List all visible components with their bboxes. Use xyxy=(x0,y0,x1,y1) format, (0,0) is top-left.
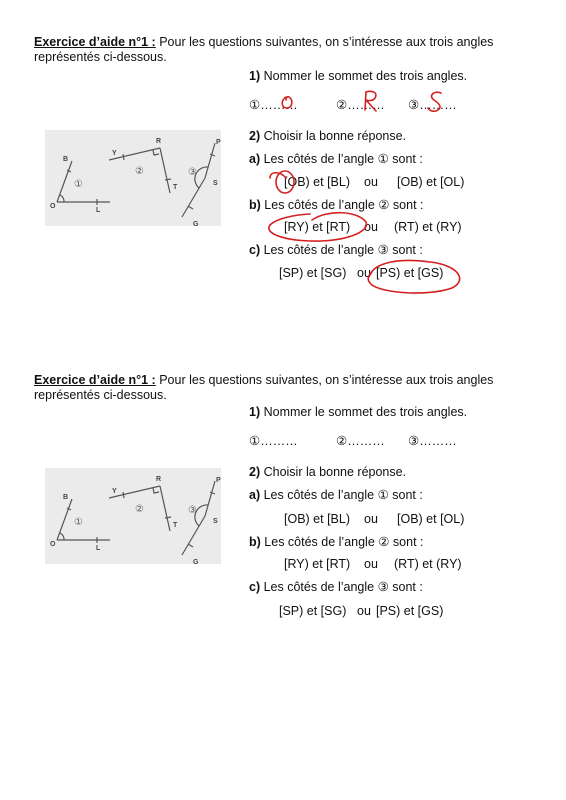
question-2b xyxy=(249,198,424,213)
exercise-title-label: Exercice d’aide n°1 : xyxy=(34,35,156,49)
answer-blank-3[interactable]: ③……… xyxy=(408,434,457,448)
answer-blank-2[interactable]: ②……… xyxy=(336,98,385,112)
ray-SG xyxy=(182,178,205,217)
question-2-text: Choisir la bonne réponse. xyxy=(260,129,407,143)
question-2c-text: Les côtés de l’angle ③ sont : xyxy=(260,580,423,594)
question-2a xyxy=(249,488,423,503)
choice-2a-or: ou xyxy=(364,175,378,189)
ray-SP xyxy=(205,481,215,516)
question-2c-letter: c) xyxy=(249,580,261,594)
question-2a xyxy=(249,152,423,167)
label-B: B xyxy=(63,156,69,163)
choice-2a-or: ou xyxy=(364,512,378,526)
label-Y: Y xyxy=(112,150,117,157)
angle-3-marker: ③ xyxy=(188,167,197,178)
question-1-text: Nommer le sommet des trois angles. xyxy=(260,405,468,419)
choice-2b-option-1[interactable]: [RY) et [RT) xyxy=(284,220,351,234)
question-2b xyxy=(249,535,424,550)
choice-2b-option-1[interactable]: [RY) et [RT) xyxy=(284,557,351,571)
angle-1-arc xyxy=(60,533,64,540)
question-2-number: 2) xyxy=(249,465,261,479)
right-angle-mark xyxy=(153,488,159,493)
label-G: G xyxy=(193,559,199,564)
answer-blank-2[interactable]: ②……… xyxy=(336,434,385,448)
question-2a-text: Les côtés de l’angle ① sont : xyxy=(260,152,423,166)
exercise-title-line2: représentés ci-dessous. xyxy=(34,388,167,402)
question-2a-letter: a) xyxy=(249,488,261,502)
choice-2b-option-2[interactable]: (RT) et (RY) xyxy=(394,557,462,571)
question-1 xyxy=(249,405,467,420)
label-B: B xyxy=(63,494,69,501)
question-1-number: 1) xyxy=(249,405,261,419)
angles-diagram xyxy=(45,130,221,226)
angles-figure xyxy=(45,468,221,564)
exercise-title xyxy=(34,35,493,50)
ray-OB xyxy=(57,161,72,202)
choice-2b-or: ou xyxy=(364,220,378,234)
label-S: S xyxy=(213,518,218,525)
answer-blank-1[interactable]: ①……… xyxy=(249,98,298,112)
question-2a-text: Les côtés de l’angle ① sont : xyxy=(260,488,423,502)
ray-SG xyxy=(182,516,205,555)
ray-RT xyxy=(160,486,170,531)
question-2 xyxy=(249,129,406,144)
exercise-title-text: Pour les questions suivantes, on s’intéresse aux trois angles xyxy=(155,373,494,387)
question-2b-text: Les côtés de l’angle ② sont : xyxy=(260,535,424,549)
label-O: O xyxy=(50,203,56,210)
exercise-title xyxy=(34,373,493,388)
question-2b-letter: b) xyxy=(249,198,261,212)
choice-2c-option-1[interactable]: [SP) et [SG) xyxy=(279,266,347,280)
question-2b-text: Les côtés de l’angle ② sont : xyxy=(260,198,424,212)
choice-2a-option-1[interactable]: [OB) et [BL) xyxy=(284,175,350,189)
question-1-number: 1) xyxy=(249,69,261,83)
question-2c-letter: c) xyxy=(249,243,261,257)
ray-OB xyxy=(57,499,72,540)
answer-blank-1[interactable]: ①……… xyxy=(249,434,298,448)
exercise-title-label: Exercice d’aide n°1 : xyxy=(34,373,156,387)
choice-2b-or: ou xyxy=(364,557,378,571)
angle-1-arc xyxy=(60,195,64,202)
question-2 xyxy=(249,465,406,480)
choice-2c-option-2[interactable]: [PS) et [GS) xyxy=(376,604,444,618)
label-T: T xyxy=(173,522,178,529)
question-1 xyxy=(249,69,467,84)
ray-RT xyxy=(160,148,170,193)
angle-1-marker: ① xyxy=(74,517,83,528)
angle-2-marker: ② xyxy=(135,166,144,177)
choice-2c-or: ou xyxy=(357,604,371,618)
question-2c xyxy=(249,243,423,258)
choice-2a-option-2[interactable]: [OB) et [OL) xyxy=(397,175,465,189)
choice-2c-or: ou xyxy=(357,266,371,280)
question-2a-letter: a) xyxy=(249,152,261,166)
exercise-title-line2: représentés ci-dessous. xyxy=(34,50,167,64)
angles-diagram xyxy=(45,468,221,564)
question-2c-text: Les côtés de l’angle ③ sont : xyxy=(260,243,423,257)
choice-2c-option-2[interactable]: [PS) et [GS) xyxy=(376,266,444,280)
label-P: P xyxy=(216,477,221,484)
angle-1-marker: ① xyxy=(74,179,83,190)
angles-figure xyxy=(45,130,221,226)
label-T: T xyxy=(173,184,178,191)
label-R: R xyxy=(156,138,162,145)
ray-SP xyxy=(205,143,215,178)
label-R: R xyxy=(156,476,162,483)
answer-blank-3[interactable]: ③……… xyxy=(408,98,457,112)
angle-2-marker: ② xyxy=(135,504,144,515)
label-Y: Y xyxy=(112,488,117,495)
question-2b-letter: b) xyxy=(249,535,261,549)
choice-2b-option-2[interactable]: (RT) et (RY) xyxy=(394,220,462,234)
exercise-block-blank xyxy=(0,338,566,678)
choice-2a-option-2[interactable]: [OB) et [OL) xyxy=(397,512,465,526)
label-L: L xyxy=(96,545,101,552)
question-2c xyxy=(249,580,423,595)
choice-2c-option-1[interactable]: [SP) et [SG) xyxy=(279,604,347,618)
right-angle-mark xyxy=(153,150,159,155)
label-S: S xyxy=(213,180,218,187)
label-O: O xyxy=(50,541,56,548)
question-2-text: Choisir la bonne réponse. xyxy=(260,465,407,479)
exercise-title-text: Pour les questions suivantes, on s’intéresse aux trois angles xyxy=(155,35,494,49)
label-G: G xyxy=(193,221,199,226)
label-P: P xyxy=(216,139,221,146)
question-2-number: 2) xyxy=(249,129,261,143)
exercise-block-annotated xyxy=(0,0,566,340)
question-1-text: Nommer le sommet des trois angles. xyxy=(260,69,468,83)
choice-2a-option-1[interactable]: [OB) et [BL) xyxy=(284,512,350,526)
label-L: L xyxy=(96,207,101,214)
angle-3-marker: ③ xyxy=(188,505,197,516)
